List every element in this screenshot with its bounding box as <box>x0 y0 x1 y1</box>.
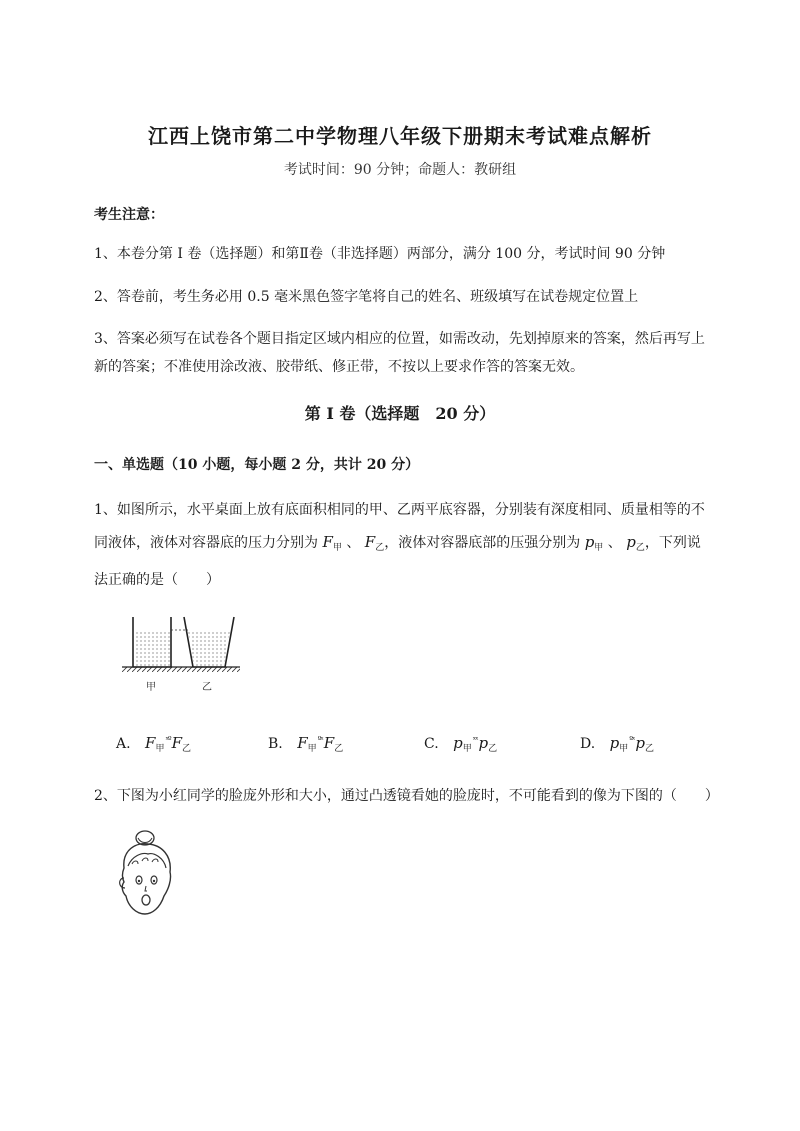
part-title: 一、单选题（10 小题，每小题 2 分，共计 20 分） <box>94 457 420 473</box>
q1-sep-1: 、 <box>346 535 361 551</box>
mouth <box>142 895 150 905</box>
var-p-jia: $p_甲$ <box>584 533 604 553</box>
label-yi: 乙 <box>202 682 212 693</box>
q1-text-a: 1、如图所示，水平桌面上放有底面积相同的甲、乙两平底容器，分别装有深度相同、质量相等的不同液体，液体对容器底的压力分别为 <box>94 502 705 551</box>
var-p-yi: $p_乙$ <box>626 533 645 553</box>
q1-text-b: ，液体对容器底部的压强分别为 <box>384 535 581 551</box>
var-f-jia: $F_甲$ <box>322 533 342 553</box>
var-f-yi: $F_乙$ <box>364 533 385 553</box>
choice-c[interactable]: C. $p_甲^{ˣˣ}p_乙$ <box>424 734 498 754</box>
choice-d[interactable]: D. $p_甲^{ºˣ}p_乙$ <box>580 734 655 754</box>
exam-title: 江西上饶市第二中学物理八年级下册期末考试难点解析 <box>148 124 652 148</box>
choice-b[interactable]: B. $F_甲^{ºˣ}F_乙$ <box>268 734 344 754</box>
liquid-jia <box>134 630 170 666</box>
notice-item-1: 1、本卷分第 I 卷（选择题）和第Ⅱ卷（非选择题）两部分，满分 100 分，考试时间 90 分钟 <box>94 246 666 262</box>
girl-face-figure <box>112 828 182 920</box>
compare-mark: ºˣ <box>629 735 635 744</box>
q1-text-c: ，下列说法正确的是（ ） <box>94 535 701 588</box>
nose <box>145 886 147 891</box>
hair-fringe <box>128 854 166 869</box>
table-hatch <box>122 667 240 672</box>
notice-heading: 考生注意： <box>94 207 164 223</box>
compare-mark: ˣº <box>165 735 171 744</box>
liquid-yi <box>188 630 230 666</box>
notice-item-2: 2、答卷前，考生务必用 0.5 毫米黑色签字笔将自己的姓名、班级填写在试卷规定位置上 <box>94 289 639 305</box>
choice-a[interactable]: A. $F_甲^{ˣº}F_乙$ <box>116 734 192 754</box>
question-2-text: 2、下图为小红同学的脸庞外形和大小，通过凸透镜看她的脸庞时，不可能看到的像为下图的（ ） <box>94 788 719 804</box>
compare-mark: ºˣ <box>317 735 323 744</box>
compare-mark: ˣˣ <box>472 735 478 744</box>
head-outline <box>122 844 170 914</box>
q1-sep-2: 、 <box>607 535 622 551</box>
label-jia: 甲 <box>146 682 156 693</box>
question-1-text <box>94 494 714 596</box>
notice-item-3: 3、答案必须写在试卷各个题目指定区域内相应的位置，如需改动，先划掉原来的答案，然后再写上新的答案；不准使用涂改液、胶带纸、修正带，不按以上要求作答的答案无效。 <box>94 331 705 375</box>
beakers-figure <box>112 612 242 698</box>
section-title: 第 I 卷（选择题 20 分） <box>304 404 496 423</box>
exam-subtitle: 考试时间：90 分钟；命题人：教研组 <box>283 162 517 178</box>
